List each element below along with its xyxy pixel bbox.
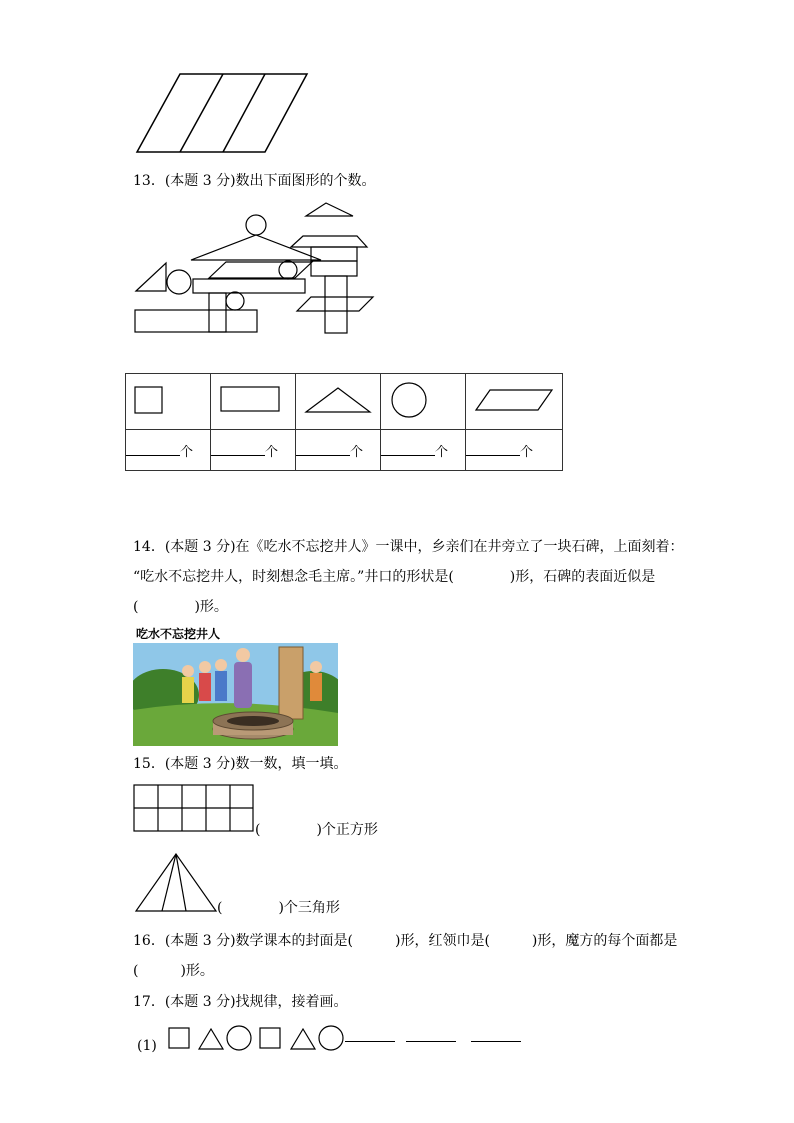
- pattern-answer-blank-2[interactable]: [406, 1041, 456, 1042]
- well-story-illustration: [133, 625, 338, 746]
- pattern-answer-blank-3[interactable]: [471, 1041, 521, 1042]
- parallelogram-cell: [466, 374, 563, 430]
- triangle-cell: [296, 374, 381, 430]
- square-count-field[interactable]: 个: [126, 430, 211, 471]
- circle-cell: [381, 374, 466, 430]
- circle-icon: [381, 374, 465, 425]
- triangles-count-label: ( )个三角形: [217, 900, 340, 916]
- question-14-line3: ( )形。: [133, 599, 228, 615]
- parallelogram-split-figure: [135, 72, 310, 154]
- shape-composition-figure: [133, 200, 378, 335]
- triangle-fan-figure: [134, 852, 218, 914]
- pattern-answer-blank-1[interactable]: [345, 1041, 395, 1042]
- question-17-text: 17．(本题 3 分)找规律，接着画。: [133, 994, 348, 1010]
- question-15-text: 15．(本题 3 分)数一数，填一填。: [133, 756, 348, 772]
- squares-count-label: ( )个正方形: [255, 822, 378, 838]
- rectangle-count-field[interactable]: 个: [211, 430, 296, 471]
- shape-count-table: [125, 373, 563, 471]
- circle-count-field[interactable]: 个: [381, 430, 466, 471]
- question-16-line2: ( )形。: [133, 963, 214, 979]
- question-14-line1: 14．(本题 3 分)在《吃水不忘挖井人》一课中，乡亲们在井旁立了一块石碑，上面刻着：: [133, 539, 684, 555]
- square-grid-figure: [133, 784, 255, 832]
- triangle-icon: [296, 374, 380, 425]
- square-icon: [126, 374, 210, 425]
- pattern-item-1-label: (1): [137, 1038, 157, 1054]
- illustration-caption: 吃水不忘挖井人: [136, 627, 221, 641]
- parallelogram-icon: [466, 374, 562, 425]
- question-13-text: 13．(本题 3 分)数出下面图形的个数。: [133, 173, 376, 189]
- question-16-line1: 16．(本题 3 分)数学课本的封面是( )形，红领巾是( )形，魔方的每个面都是: [133, 933, 678, 949]
- rectangle-icon: [211, 374, 295, 425]
- shape-pattern-sequence: [165, 1024, 350, 1054]
- triangle-count-field[interactable]: 个: [296, 430, 381, 471]
- rectangle-cell: [211, 374, 296, 430]
- question-14-line2: “吃水不忘挖井人，时刻想念毛主席。”井口的形状是( )形，石碑的表面近似是: [133, 569, 656, 585]
- square-cell: [126, 374, 211, 430]
- parallelogram-count-field[interactable]: 个: [466, 430, 563, 471]
